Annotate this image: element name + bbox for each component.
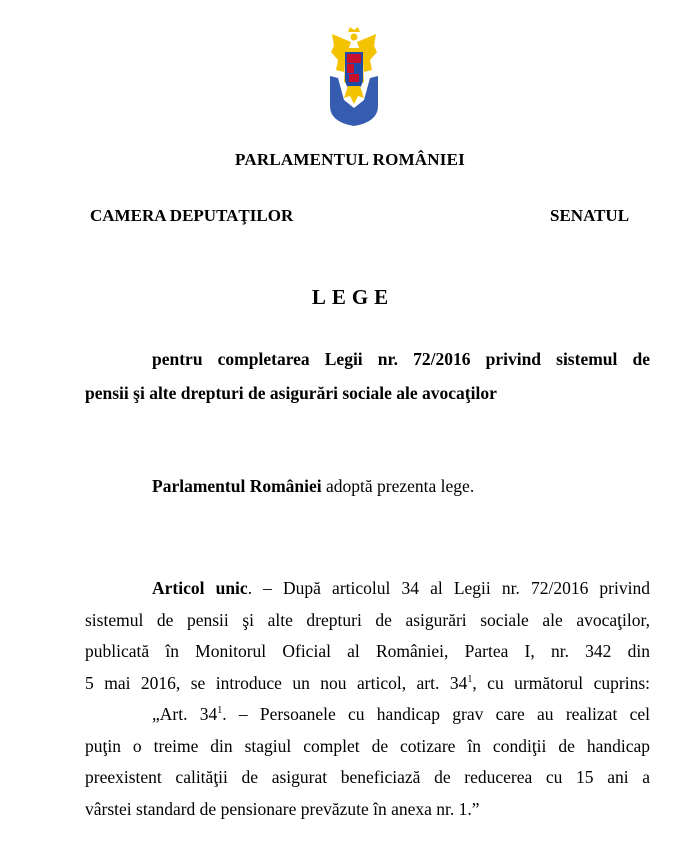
adoption-text: adoptă prezenta lege. — [321, 476, 475, 496]
article-line-4: 5 mai 2016, se introduce un nou articol, art. $34^1$, cu următorul cuprins: — [85, 672, 651, 693]
senate-label: SENATUL — [550, 206, 630, 225]
parliament-heading: PARLAMENTUL ROMÂNIEI — [235, 150, 465, 169]
quote-line-3: preexistent calităţii de asigurat beneficiază de reducerea cu 15 ani a — [85, 767, 650, 787]
article-line-3: publicată în Monitorul Oficial al României, Partea I, nr. 342 din — [85, 641, 650, 661]
quote-line-1: „Art. $34^1$. – Persoanele cu handicap grav care au realizat cel — [152, 704, 650, 724]
quote-line-4: vârstei standard de pensionare prevăzute în anexa nr. 1.” — [85, 798, 480, 819]
chamber-deputies-label: CAMERA DEPUTAŢILOR — [90, 206, 294, 225]
law-title-line-1: pentru completarea Legii nr. 72/2016 privind sistemul de — [152, 349, 650, 369]
article-line-2: sistemul de pensii şi alte drepturi de asigurări sociale ale avocaţilor, — [85, 609, 650, 630]
law-title-line-2: pensii şi alte drepturi de asigurări sociale ale avocaţilor — [85, 383, 497, 403]
adoption-paragraph — [152, 476, 474, 497]
romanian-coat-of-arms-icon — [330, 26, 378, 126]
adoption-subject: Parlamentul României — [152, 476, 322, 496]
quote-line-2: puţin o treime din stagiul complet de cotizare în condiţii de handicap — [85, 735, 650, 756]
law-heading: LEGE — [311, 285, 395, 309]
article-line-1: Articol unic. – După articolul 34 al Legii nr. 72/2016 privind — [152, 578, 650, 598]
law-title — [85, 342, 650, 410]
article-body — [85, 573, 650, 825]
article-label: Articol unic — [152, 578, 248, 598]
